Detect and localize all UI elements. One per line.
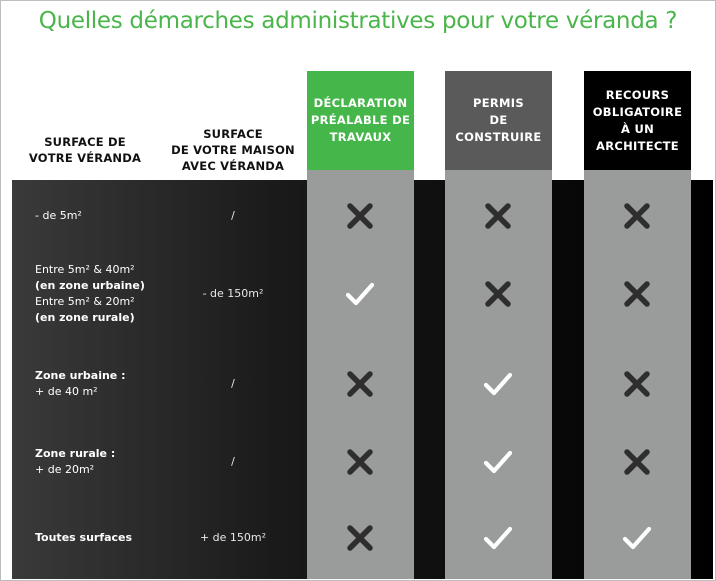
cross-icon bbox=[481, 199, 515, 233]
row-surface-line: (en zone urbaine) bbox=[35, 279, 145, 292]
cross-icon bbox=[620, 367, 654, 401]
row-surface-label bbox=[35, 446, 115, 478]
cross-icon bbox=[620, 277, 654, 311]
row-surface-line: + de 20m² bbox=[35, 463, 95, 476]
cross-icon bbox=[620, 199, 654, 233]
row-surface-line: - de 5m² bbox=[35, 209, 82, 222]
row-surface-line: Toutes surfaces bbox=[35, 531, 133, 544]
cross-icon bbox=[343, 521, 377, 555]
header-permis-construire bbox=[445, 71, 552, 170]
header-label: PERMIS DE CONSTRUIRE bbox=[455, 96, 542, 144]
header-surface-maison: SURFACE DE VOTRE MAISON AVEC VÉRANDA bbox=[171, 127, 295, 173]
row-surface-label bbox=[35, 530, 132, 546]
check-icon bbox=[343, 277, 377, 311]
header-label: RECOURS OBLIGATOIRE À UN ARCHITECTE bbox=[592, 87, 683, 153]
cross-icon bbox=[620, 445, 654, 479]
cross-icon bbox=[343, 199, 377, 233]
cross-icon bbox=[343, 445, 377, 479]
row-house-surface: - de 150m² bbox=[202, 287, 264, 300]
header-surface-veranda: SURFACE DE VOTRE VÉRANDA bbox=[28, 135, 142, 165]
row-surface-label bbox=[35, 208, 82, 224]
page-title: Quelles démarches administratives pour votre véranda ? bbox=[38, 8, 678, 34]
check-icon bbox=[481, 367, 515, 401]
check-icon bbox=[481, 445, 515, 479]
cross-icon bbox=[481, 277, 515, 311]
header-declaration-prealable bbox=[307, 71, 414, 170]
row-surface-line: Entre 5m² & 40m² bbox=[35, 263, 135, 276]
row-surface-line: (en zone rurale) bbox=[35, 311, 135, 324]
row-house-surface: / bbox=[231, 209, 235, 222]
cross-icon bbox=[343, 367, 377, 401]
row-surface-label bbox=[35, 368, 126, 400]
row-surface-line: Zone rurale : bbox=[35, 447, 116, 460]
row-surface-line: Zone urbaine : bbox=[35, 369, 126, 382]
row-house-surface: + de 150m² bbox=[199, 531, 267, 544]
row-surface-line: Entre 5m² & 20m² bbox=[35, 295, 135, 308]
check-icon bbox=[481, 521, 515, 555]
row-surface-label bbox=[35, 262, 145, 326]
row-house-surface: / bbox=[231, 377, 235, 390]
row-house-surface: / bbox=[231, 455, 235, 468]
header-recours-architecte bbox=[584, 71, 691, 170]
check-icon bbox=[620, 521, 654, 555]
row-surface-line: + de 40 m² bbox=[35, 385, 98, 398]
header-label: DÉCLARATION PRÉALABLE DE TRAVAUX bbox=[310, 96, 411, 144]
